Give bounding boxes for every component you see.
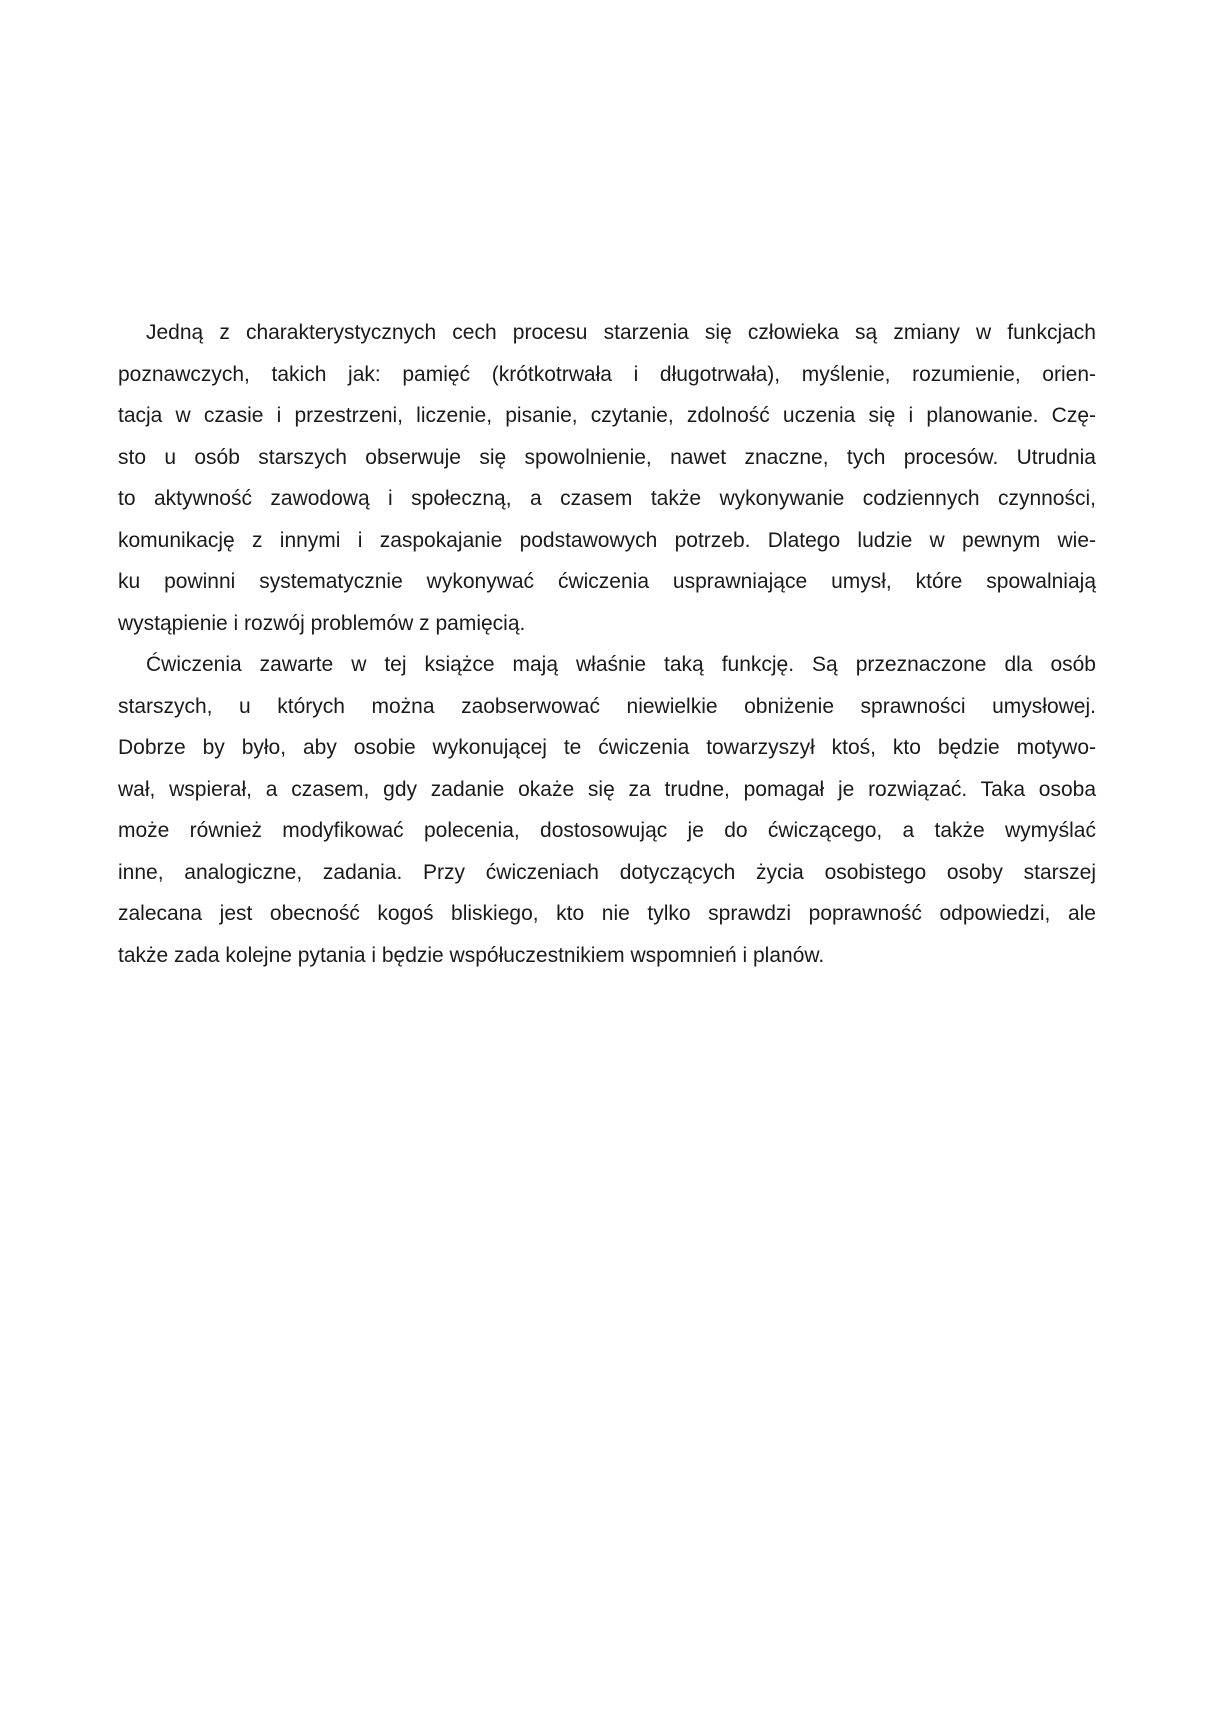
text-line: wystąpienie i rozwój problemów z pamięcią. <box>118 611 526 635</box>
text-line: ku powinni systematycznie wykonywać ćwiczenia usprawniające umysł, które spowalniają <box>118 570 1096 593</box>
text-line: zalecana jest obecność kogoś bliskiego, kto nie tylko sprawdzi poprawność odpowiedzi, ale <box>118 902 1096 925</box>
text-line: Jedną z charakterystycznych cech procesu starzenia się człowieka są zmiany w funkcjach <box>146 321 1096 344</box>
text-line: także zada kolejne pytania i będzie współuczestnikiem wspomnień i planów. <box>118 943 825 967</box>
text-line: Dobrze by było, aby osobie wykonującej te ćwiczenia towarzyszył ktoś, kto będzie motywo- <box>118 736 1096 759</box>
text-line: może również modyfikować polecenia, dostosowując je do ćwiczącego, a także wymyślać <box>118 819 1096 842</box>
text-line: sto u osób starszych obserwuje się spowolnienie, nawet znaczne, tych procesów. Utrudnia <box>118 445 1096 469</box>
body-text <box>118 312 1096 976</box>
paragraph-2 <box>118 644 1096 976</box>
text-line: komunikację z innymi i zaspokajanie podstawowych potrzeb. Dlatego ludzie w pewnym wie- <box>118 528 1096 552</box>
text-line: poznawczych, takich jak: pamięć (krótkotrwała i długotrwała), myślenie, rozumienie, orien- <box>118 362 1096 386</box>
text-line: to aktywność zawodową i społeczną, a czasem także wykonywanie codziennych czynności, <box>118 487 1096 510</box>
text-line: starszych, u których można zaobserwować niewielkie obniżenie sprawności umysłowej. <box>118 694 1096 718</box>
text-line: Ćwiczenia zawarte w tej książce mają właśnie taką funkcję. Są przeznaczone dla osób <box>146 653 1096 676</box>
text-line: wał, wspierał, a czasem, gdy zadanie okaże się za trudne, pomagał je rozwiązać. Taka osoba <box>118 777 1096 801</box>
text-line: tacja w czasie i przestrzeni, liczenie, pisanie, czytanie, zdolność uczenia się i planowanie. Czę- <box>118 404 1096 427</box>
paragraph-1 <box>118 312 1096 644</box>
text-line: inne, analogiczne, zadania. Przy ćwiczeniach dotyczących życia osobistego osoby starszej <box>118 860 1096 884</box>
